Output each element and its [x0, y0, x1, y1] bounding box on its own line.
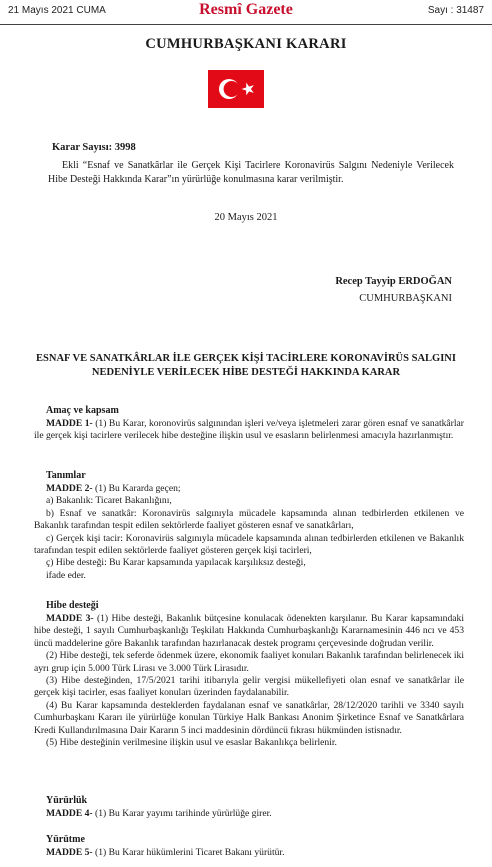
- definition-cc: ç) Hibe desteği: Bu Karar kapsamında yapılacak karşılıksız desteği,: [46, 557, 306, 569]
- article-1-text: (1) Bu Karar, koronovirüs salgınından işleri ve/veya işletmeleri zarar gören esnaf ve sanatkârlar ile gerçek kişi tacirlere verilecek hibe desteğine ilişkin usul ve esasların belirlenmesi amacıyla hazırlanmıştır.: [34, 418, 464, 442]
- gazette-name: Resmî Gazete: [199, 1, 293, 18]
- article-2-paragraph: [34, 483, 464, 495]
- article-4-text: (1) Bu Karar yayımı tarihinde yürürlüğe girer.: [92, 808, 272, 819]
- article-4-paragraph: [34, 808, 464, 820]
- gazette-header: [0, 0, 492, 25]
- article-5-paragraph: [34, 847, 464, 859]
- article-2-text: (1) Bu Kararda geçen;: [92, 483, 181, 494]
- header-date: 21 Mayıs 2021 CUMA: [8, 5, 106, 16]
- article-1-label: MADDE 1-: [46, 418, 93, 429]
- turkish-flag-icon: [208, 70, 264, 108]
- signer-name: Recep Tayyip ERDOĞAN: [335, 276, 452, 287]
- section-heading-amac: Amaç ve kapsam: [46, 405, 119, 416]
- header-issue: Sayı : 31487: [427, 5, 484, 16]
- article-3: [34, 613, 464, 749]
- decree-number: Karar Sayısı: 3998: [52, 142, 136, 153]
- article-3-paragraph-2: (2) Hibe desteği, tek seferde ödenmek üzere, ekonomik faaliyet konuları Bakanlık tarafından belirlenecek iki ayrı grup için 5.000 Türk Lirası ve 3.000 Türk Lirasıdır.: [34, 650, 464, 674]
- definition-end: ifade eder.: [46, 569, 86, 581]
- definition-a: a) Bakanlık: Ticaret Bakanlığını,: [46, 495, 172, 507]
- decree-title: CUMHURBAŞKANI KARARI: [145, 36, 347, 52]
- article-4-label: MADDE 4-: [46, 808, 93, 819]
- decree-intro: Ekli “Esnaf ve Sanatkârlar ile Gerçek Kişi Tacirlere Koronavirüs Salgını Nedeniyle Verilecek Hibe Desteği Hakkında Karar”ın yürürlüğe konulmasına karar verilmiştir.: [48, 160, 454, 185]
- article-1-paragraph: [34, 418, 464, 443]
- regulation-title-line2: NEDENİYLE VERİLECEK HİBE DESTEĞİ HAKKINDA KARAR: [91, 367, 401, 378]
- section-heading-tanimlar: Tanımlar: [46, 470, 86, 481]
- article-5: [34, 847, 464, 859]
- article-2: [34, 483, 464, 582]
- article-2-label: MADDE 2-: [46, 483, 93, 494]
- regulation-title-line1: ESNAF VE SANATKÂRLAR İLE GERÇEK KİŞİ TACİRLERE KORONAVİRÜS SALGINI: [36, 353, 456, 364]
- article-3-text: (1) Hibe desteği, Bakanlık bütçesine konulacak ödenekten karşılanır. Bu Karar kapsamındaki hibe desteği, 1 sayılı Cumhurbaşkanlığı Teşkilatı Hakkında Cumhurbaşkanlığı Kararnamesinin 446 ncı ve 453 üncü maddelerine göre Bakanlık tarafından hazırlanacak destek programı çerçevesinde doğrudan verilir.: [34, 613, 464, 649]
- article-5-label: MADDE 5-: [46, 847, 93, 858]
- section-heading-hibe: Hibe desteği: [46, 600, 99, 611]
- definition-c: c) Gerçek kişi tacir: Koronavirüs salgınıyla mücadele kapsamında alınan tedbirlerden etkilenen ve Bakanlık tarafından tespit edilen sektörlerde faaliyet gösteren gerçek kişi tacirleri,: [34, 532, 464, 557]
- article-3-paragraph-3: (3) Hibe desteğinden, 17/5/2021 tarihi itibarıyla gelir vergisi mükellefiyeti olan esnaf ve sanatkârlar ile gerçek kişi tacirler, esas faaliyet konuları üzerinden faydalanabilir.: [34, 675, 464, 699]
- article-3-paragraph-1: [34, 613, 464, 650]
- article-3-paragraph-4: (4) Bu Karar kapsamında desteklerden faydalanan esnaf ve sanatkârlar, 28/12/2020 tarihli ve 3340 sayılı Cumhurbaşkanı Kararı ile yürürlüğe konulan Türkiye Halk Bankası Anonim Şirketince Esnaf ve Sanatkârlara Kredi Kullandırılmasına Dair Kararın 5 inci maddesinin dördüncü fıkrası hükmünden istisnadır.: [34, 699, 464, 736]
- signer-title: CUMHURBAŞKANI: [359, 293, 452, 304]
- article-3-label: MADDE 3-: [46, 613, 94, 624]
- section-heading-yururluk: Yürürlük: [46, 795, 88, 806]
- article-1: [34, 418, 464, 443]
- article-4: [34, 808, 464, 820]
- article-3-paragraph-5: (5) Hibe desteğinin verilmesine ilişkin usul ve esaslar Bakanlıkça belirlenir.: [46, 737, 337, 749]
- definition-b: b) Esnaf ve sanatkâr: Koronavirüs salgınıyla mücadele kapsamında alınan tedbirlerden etkilenen ve Bakanlık tarafından tespit edilen sektörlerde faaliyet gösteren esnaf ve sanatkârları,: [34, 507, 464, 532]
- regulation-title: [30, 352, 462, 380]
- decree-date: 20 Mayıs 2021: [214, 212, 278, 223]
- article-5-text: (1) Bu Karar hükümlerini Ticaret Bakanı yürütür.: [92, 847, 285, 858]
- section-heading-yurutme: Yürütme: [46, 834, 85, 845]
